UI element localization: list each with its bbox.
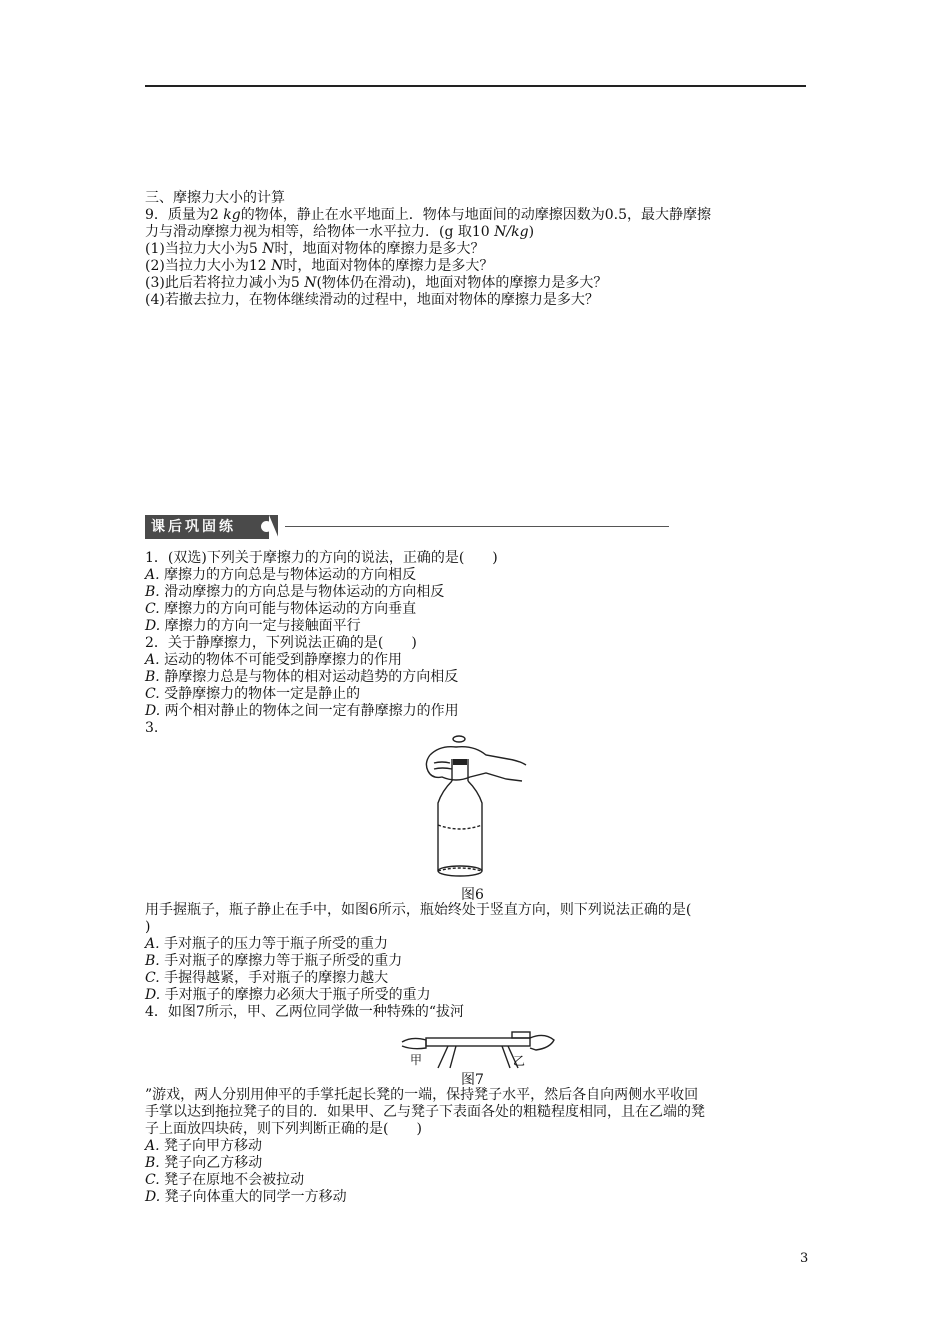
q9-part-2: (2)当拉力大小为12 N时，地面对物体的摩擦力是多大？	[145, 258, 494, 274]
q9-part-1: (1)当拉力大小为5 N时，地面对物体的摩擦力是多大？	[145, 241, 485, 257]
section-3	[145, 190, 825, 309]
header-rule	[145, 85, 806, 87]
q2-option-b: B. 静摩擦力总是与物体的相对运动趋势的方向相反	[145, 669, 459, 685]
questions-1-2	[145, 550, 825, 737]
q2-option-d: D. 两个相对静止的物体之间一定有静摩擦力的作用	[145, 703, 459, 719]
q3-option-c: C. 手握得越紧，手对瓶子的摩擦力越大	[145, 970, 389, 986]
banner-title: 课后巩固练	[145, 515, 278, 539]
q4-option-b: B. 凳子向乙方移动	[145, 1155, 263, 1171]
q9-part-4: (4)若撤去拉力，在物体继续滑动的过程中，地面对物体的摩擦力是多大？	[145, 292, 599, 308]
banner-dot-icon	[261, 521, 272, 532]
q3-option-b: B. 手对瓶子的摩擦力等于瓶子所受的重力	[145, 953, 403, 969]
q4-stem-3: 手掌以达到拖拉凳子的目的．如果甲、乙与凳子下表面各处的粗糙程度相同，且在乙端的凳	[145, 1104, 705, 1120]
q3-number: 3.	[145, 720, 159, 736]
q4-option-a: A. 凳子向甲方移动	[145, 1138, 263, 1154]
q4-stem-1: 4．如图7所示，甲、乙两位同学做一种特殊的“拔河	[145, 1004, 464, 1020]
q4-option-c: C. 凳子在原地不会被拉动	[145, 1172, 305, 1188]
figure-7-label-right: 乙	[513, 1054, 526, 1068]
q1-option-a: A. 摩擦力的方向总是与物体运动的方向相反	[145, 567, 417, 583]
banner-rule	[285, 526, 669, 527]
q3-option-d: D. 手对瓶子的摩擦力必须大于瓶子所受的重力	[145, 987, 431, 1003]
q9-line-1: 9．质量为2 kg的物体，静止在水平地面上．物体与地面间的动摩擦因数为0.5，最大静摩擦	[145, 207, 711, 223]
q2-option-c: C. 受静摩擦力的物体一定是静止的	[145, 686, 361, 702]
figure-6-caption: 图6	[461, 887, 484, 903]
q9-line-2: 力与滑动摩擦力视为相等，给物体一水平拉力．(g 取10 N/kg)	[145, 224, 535, 240]
figure-7-label-left: 甲	[410, 1053, 423, 1067]
q1-option-b: B. 滑动摩擦力的方向总是与物体运动的方向相反	[145, 584, 445, 600]
q2-option-a: A. 运动的物体不可能受到静摩擦力的作用	[145, 652, 403, 668]
page-number: 3	[800, 1251, 809, 1266]
section-3-heading: 三、摩擦力大小的计算	[145, 190, 285, 206]
question-4	[145, 1087, 825, 1206]
figure-6-bottle-in-hand	[420, 733, 530, 885]
q1-stem: 1．(双选)下列关于摩擦力的方向的说法，正确的是( )	[145, 550, 498, 566]
q3-option-a: A. 手对瓶子的压力等于瓶子所受的重力	[145, 936, 389, 952]
q4-stem-2: ”游戏，两人分别用伸平的手掌托起长凳的一端，保持凳子水平，然后各自向两侧水平收回	[145, 1087, 699, 1103]
q1-option-d: D. 摩擦力的方向一定与接触面平行	[145, 618, 361, 634]
q3-stem-1: 用手握瓶子，瓶子静止在手中，如图6所示，瓶始终处于竖直方向，则下列说法正确的是(	[145, 902, 692, 918]
exercise-banner	[145, 515, 525, 539]
q3-stem-2: )	[145, 919, 151, 935]
q9-part-3: (3)此后若将拉力减小为5 N(物体仍在滑动)，地面对物体的摩擦力是多大？	[145, 275, 608, 291]
q4-option-d: D. 凳子向体重大的同学一方移动	[145, 1189, 347, 1205]
q1-option-c: C. 摩擦力的方向可能与物体运动的方向垂直	[145, 601, 417, 617]
q2-stem: 2．关于静摩擦力，下列说法正确的是( )	[145, 635, 417, 651]
q4-stem-4: 子上面放四块砖，则下列判断正确的是( )	[145, 1121, 422, 1137]
question-3	[145, 902, 825, 1021]
figure-7-caption: 图7	[461, 1072, 484, 1088]
